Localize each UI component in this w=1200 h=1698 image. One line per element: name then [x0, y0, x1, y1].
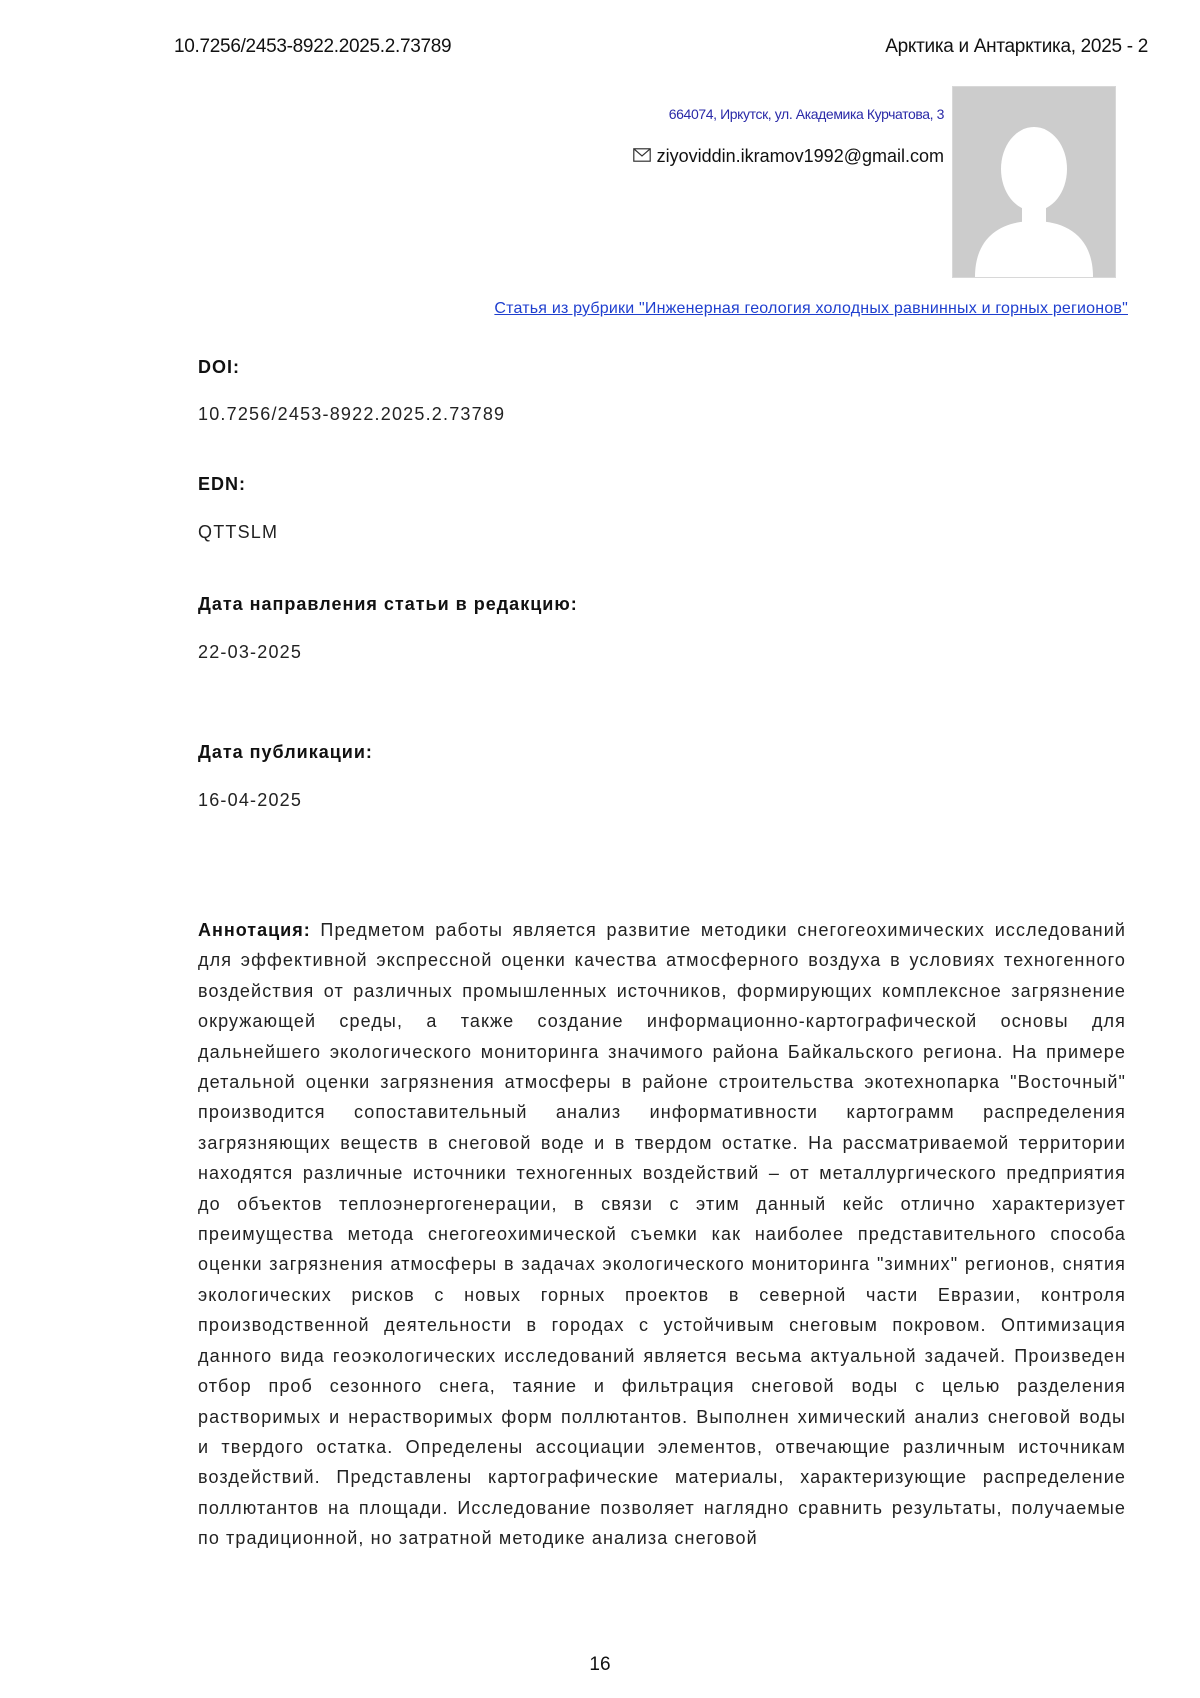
author-email[interactable]: [633, 146, 944, 167]
envelope-icon: [633, 146, 651, 167]
author-avatar: [952, 86, 1116, 278]
page-number: 16: [589, 1654, 611, 1675]
published-date-value: 16-04-2025: [198, 790, 303, 810]
submitted-date-label: Дата направления статьи в редакцию:: [198, 594, 578, 614]
doi-value: 10.7256/2453-8922.2025.2.73789: [198, 404, 506, 424]
header-doi-reference: 10.7256/2453-8922.2025.2.73789: [174, 36, 452, 57]
submitted-date-value: 22-03-2025: [198, 642, 303, 662]
edn-value: QTTSLM: [198, 522, 279, 542]
doi-label: DOI:: [198, 357, 240, 377]
author-email-text[interactable]: ziyoviddin.ikramov1992@gmail.com: [656, 146, 944, 166]
abstract: [198, 915, 1126, 1554]
published-date-label: Дата публикации:: [198, 742, 373, 762]
abstract-text: Предметом работы является развитие методики снегогеохимических исследований для эффективной экспрессной оценки качества атмосферного воздуха в условиях техногенного воздействия от различных промышленных источников, формирующих комплексное загрязнение окружающей среды, а также создание информационно-картографической основы для дальнейшего экологического мониторинга значимого района Байкальского региона. На примере детальной оценки загрязнения атмосферы в районе строительства экотехнопарка "Восточный" производится сопоставительный анализ информативности картограмм распределения загрязняющих веществ в снеговой воде и в твердом остатке. На рассматриваемой территории находятся различные источники техногенных воздействий – от металлургического предприятия до объектов теплоэнергогенерации, в связи с этим данный кейс отлично характеризует преимущества метода снегогеохимической съемки как наиболее представительного способа оценки загрязнения атмосферы в задачах экологического мониторинга "зимних" регионов, снятия экологических рисков с новых горных проектов в северной части Евразии, контроля производственной деятельности в городах с устойчивым снеговым покровом. Оптимизация данного вида геоэкологических исследований является весьма актуальной задачей. Произведен отбор проб сезонного снега, таяние и фильтрация снеговой воды с целью разделения растворимых и нерастворимых форм поллютантов. Выполнен химический анализ снеговой воды и твердого остатка. Определены ассоциации элементов, отвечающие различным источникам воздействий. Представлены картографические материалы, характеризующие распределение поллютантов на площади. Исследование позволяет наглядно сравнить результаты, получаемые по традиционной, но затратной методике анализа снеговой: [198, 920, 1126, 1549]
author-address: 664074, Иркутск, ул. Академика Курчатова, 3: [668, 106, 944, 122]
header-journal-reference: Арктика и Антарктика, 2025 - 2: [885, 36, 1148, 57]
edn-label: EDN:: [198, 474, 246, 494]
user-silhouette-icon: [953, 87, 1115, 277]
rubric-link[interactable]: Статья из рубрики "Инженерная геология холодных равнинных и горных регионов": [494, 300, 1128, 317]
abstract-label: Аннотация:: [198, 920, 311, 940]
